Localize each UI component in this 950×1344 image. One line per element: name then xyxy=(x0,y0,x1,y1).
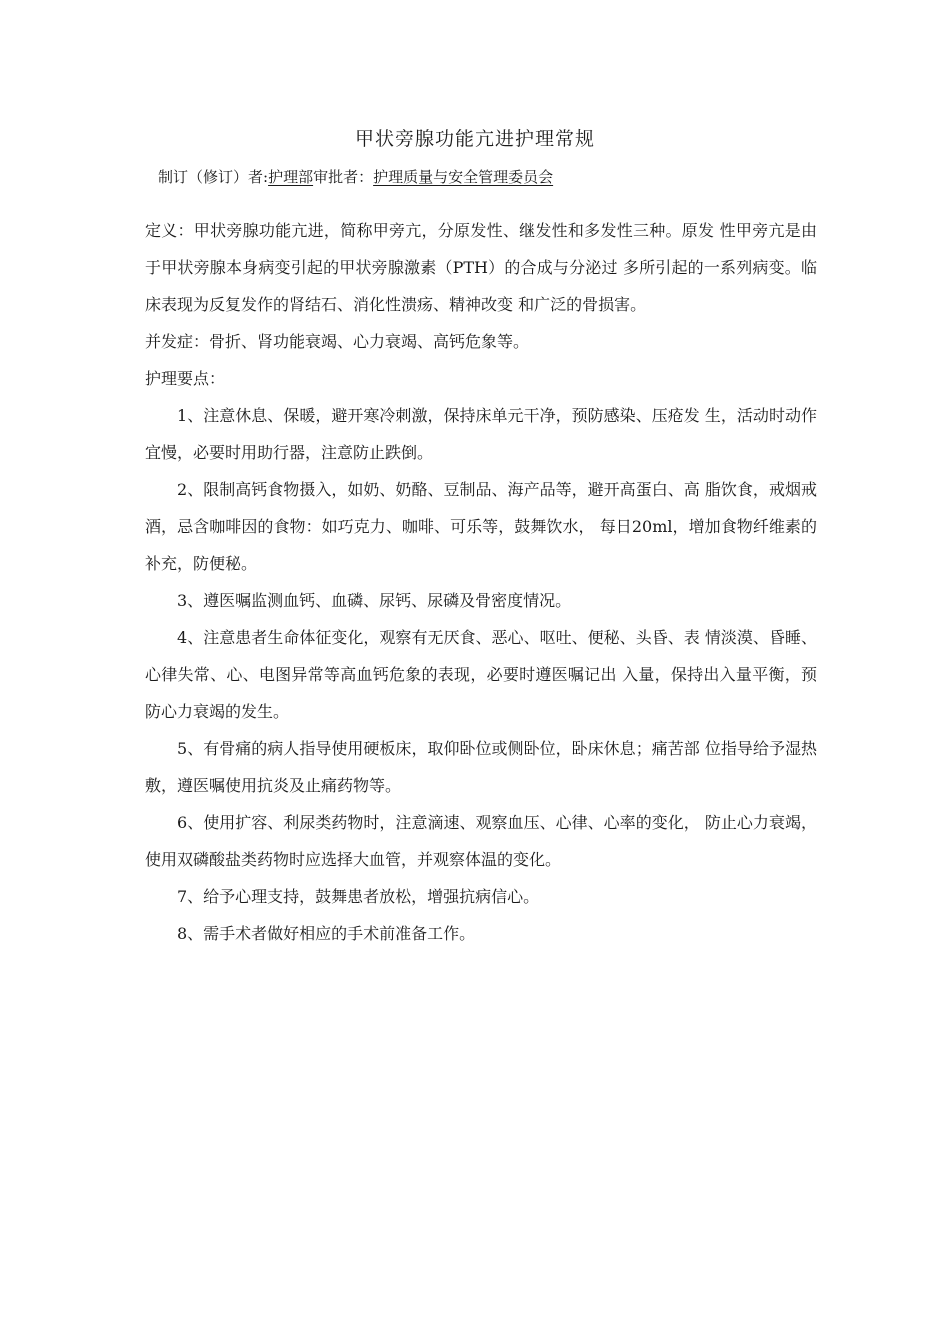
page-title: 甲状旁腺功能亢进护理常规 xyxy=(354,128,595,150)
nursing-point-3: 3、遵医嘱监测血钙、血磷、尿钙、尿磷及骨密度情况。 xyxy=(177,591,572,610)
approver-value: 护理质量与安全管理委员会 xyxy=(373,168,554,186)
author-label: 制订（修订）者: xyxy=(158,168,269,186)
nursing-point-8: 8、需手术者做好相应的手术前准备工作。 xyxy=(177,924,476,943)
document-meta xyxy=(158,166,553,187)
nursing-point-1: 1、注意休息、保暖，避开寒冷刺激，保持床单元干净，预防感染、压疮发 生，活动时动作宜慢，必要时用助行器，注意防止跌倒。 xyxy=(145,406,817,462)
nursing-point-2: 2、限制高钙食物摄入，如奶、奶酪、豆制品、海产品等，避开高蛋白、高 脂饮食，戒烟戒酒，忌含咖啡因的食物：如巧克力、咖啡、可乐等，鼓舞饮水， 每日20ml，增加食物纤维素的补充，防便秘。 xyxy=(145,480,817,573)
nursing-heading: 护理要点： xyxy=(145,369,226,388)
nursing-point-6: 6、使用扩容、利尿类药物时，注意滴速、观察血压、心律、心率的变化， 防止心力衰竭，使用双磷酸盐类药物时应选择大血管，并观察体温的变化。 xyxy=(145,813,817,869)
nursing-point-7: 7、给予心理支持，鼓舞患者放松，增强抗病信心。 xyxy=(177,887,540,906)
nursing-point-5: 5、有骨痛的病人指导使用硬板床，取仰卧位或侧卧位，卧床休息；痛苦部 位指导给予湿热敷，遵医嘱使用抗炎及止痛药物等。 xyxy=(145,739,817,795)
nursing-point-4: 4、注意患者生命体征变化，观察有无厌食、恶心、呕吐、便秘、头昏、表 情淡漠、昏睡、心律失常、心、电图异常等高血钙危象的表现，必要时遵医嘱记出 入量，保持出入量平衡，预防心力衰竭的发生。 xyxy=(145,628,817,721)
approver-label: 审批者： xyxy=(313,168,374,186)
complications-paragraph: 并发症：骨折、肾功能衰竭、心力衰竭、高钙危象等。 xyxy=(145,332,530,351)
author-value: 护理部 xyxy=(268,168,314,186)
document-body xyxy=(145,212,817,952)
definition-paragraph: 定义：甲状旁腺功能亢进，简称甲旁亢，分原发性、继发性和多发性三种。原发 性甲旁亢是由于甲状旁腺本身病变引起的甲状旁腺激素（PTH）的合成与分泌过 多所引起的一系列病变。临床表现为反复发作的肾结石、消化性溃疡、精神改变 和广泛的骨损害。 xyxy=(145,221,817,314)
